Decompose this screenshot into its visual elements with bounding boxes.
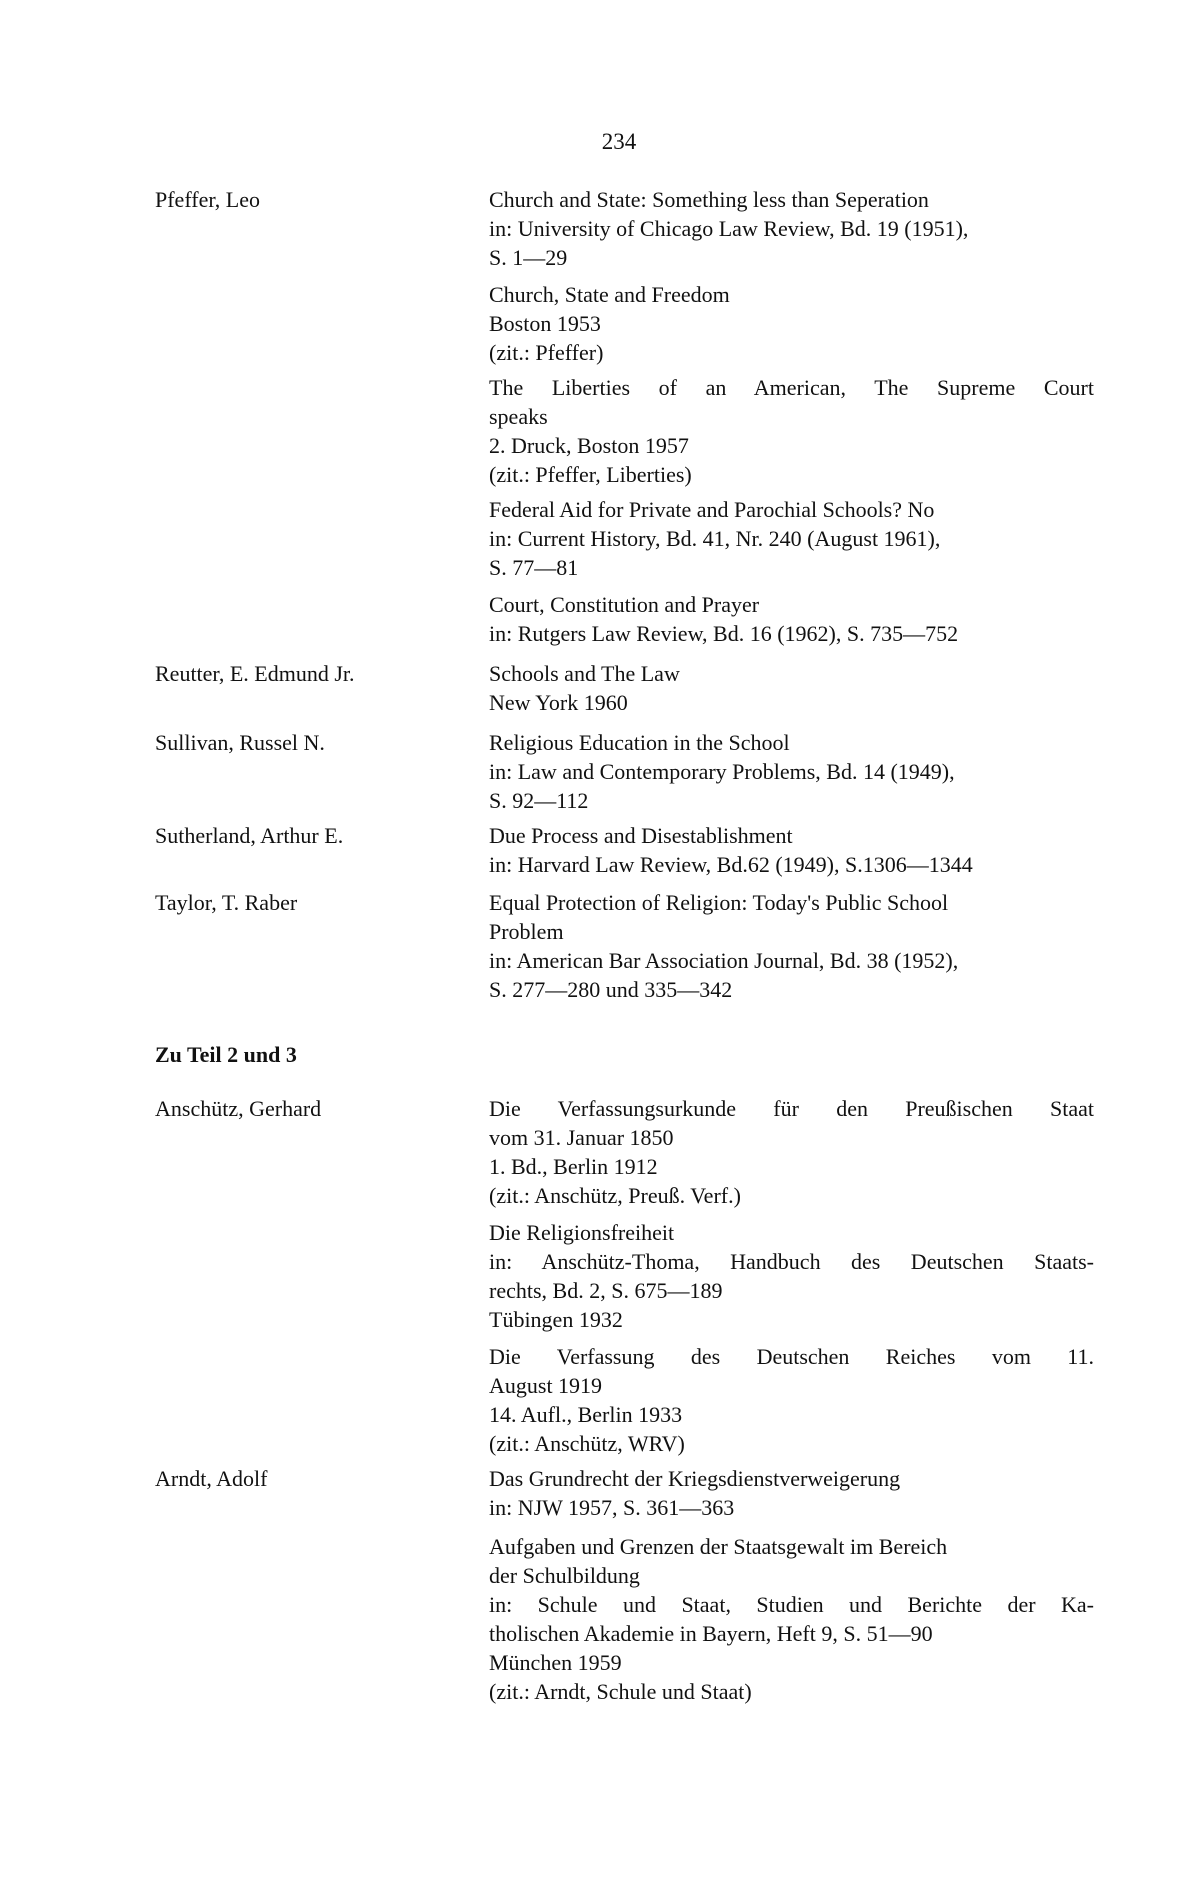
bibliography-entry [489,888,1094,1004]
entry-line: tholischen Akademie in Bayern, Heft 9, S. 51—90 [489,1621,933,1646]
bibliography-entry [489,1532,1094,1706]
entry-line: in: University of Chicago Law Review, Bd. 19 (1951), [489,216,969,241]
entry-line: Schools and The Law [489,661,680,686]
author-sullivan: Sullivan, Russel N. [155,730,325,755]
entry-line: 2. Druck, Boston 1957 [489,433,689,458]
entry-line: 14. Aufl., Berlin 1933 [489,1402,683,1427]
bibliography-entry [489,728,1094,815]
entry-line: in: Harvard Law Review, Bd.62 (1949), S.1306—1344 [489,852,973,877]
entry-line: (zit.: Arndt, Schule und Staat) [489,1679,752,1704]
bibliography-entry [489,373,1094,489]
entry-line: in: Anschütz-Thoma, Handbuch des Deutschen Staats- [489,1249,1094,1274]
section-heading: Zu Teil 2 und 3 [155,1042,297,1067]
entry-line: The Liberties of an American, The Supreme Court [489,375,1094,400]
bibliography-entry [489,1464,1094,1522]
entry-line: Equal Protection of Religion: Today's Public School [489,890,949,915]
entry-line: Das Grundrecht der Kriegsdienstverweigerung [489,1466,901,1491]
bibliography-entry [489,1094,1094,1210]
entry-line: Church and State: Something less than Seperation [489,187,929,212]
bibliography-entry [489,495,1094,582]
author-taylor: Taylor, T. Raber [155,890,298,915]
entry-line: (zit.: Anschütz, Preuß. Verf.) [489,1183,741,1208]
entry-line: in: Current History, Bd. 41, Nr. 240 (August 1961), [489,526,941,551]
entry-line: Federal Aid for Private and Parochial Schools? No [489,497,935,522]
entry-line: in: Rutgers Law Review, Bd. 16 (1962), S. 735—752 [489,621,959,646]
entry-line: in: Law and Contemporary Problems, Bd. 14 (1949), [489,759,955,784]
entry-line: (zit.: Pfeffer) [489,340,604,365]
entry-line: rechts, Bd. 2, S. 675—189 [489,1278,723,1303]
entry-line: 1. Bd., Berlin 1912 [489,1154,658,1179]
entry-line: August 1919 [489,1373,603,1398]
bibliography-entry [489,280,1094,367]
entry-line: Die Verfassungsurkunde für den Preußischen Staat [489,1096,1094,1121]
entry-line: (zit.: Pfeffer, Liberties) [489,462,692,487]
entry-line: Court, Constitution and Prayer [489,592,760,617]
bibliography-entry [489,1342,1094,1458]
entry-line: in: American Bar Association Journal, Bd. 38 (1952), [489,948,959,973]
entry-line: Religious Education in the School [489,730,790,755]
entry-line: S. 1—29 [489,245,568,270]
author-arndt: Arndt, Adolf [155,1466,268,1491]
entry-line: speaks [489,404,548,429]
bibliography-entry [489,659,1094,717]
page-number: 234 [601,129,637,154]
entry-line: S. 277—280 und 335—342 [489,977,733,1002]
entry-line: S. 77—81 [489,555,579,580]
entry-line: Problem [489,919,564,944]
entry-line: New York 1960 [489,690,628,715]
entry-line: (zit.: Anschütz, WRV) [489,1431,685,1456]
bibliography-entry [489,185,1094,272]
bibliography-entry [489,821,1094,879]
entry-line: vom 31. Januar 1850 [489,1125,674,1150]
bibliography-entry [489,590,1094,648]
entry-line: Church, State and Freedom [489,282,730,307]
entry-line: S. 92—112 [489,788,589,813]
entry-line: Die Verfassung des Deutschen Reiches vom 11. [489,1344,1094,1369]
entry-line: der Schulbildung [489,1563,640,1588]
entry-line: in: Schule und Staat, Studien und Berichte der Ka- [489,1592,1094,1617]
entry-line: in: NJW 1957, S. 361—363 [489,1495,735,1520]
entry-line: Aufgaben und Grenzen der Staatsgewalt im Bereich [489,1534,948,1559]
entry-line: Due Process and Disestablishment [489,823,793,848]
entry-line: Boston 1953 [489,311,601,336]
entry-line: Die Religionsfreiheit [489,1220,675,1245]
author-sutherland: Sutherland, Arthur E. [155,823,344,848]
entry-line: Tübingen 1932 [489,1307,623,1332]
author-reutter: Reutter, E. Edmund Jr. [155,661,355,686]
bibliography-entry [489,1218,1094,1334]
entry-line: München 1959 [489,1650,622,1675]
author-anschuetz: Anschütz, Gerhard [155,1096,322,1121]
author-pfeffer: Pfeffer, Leo [155,187,260,212]
